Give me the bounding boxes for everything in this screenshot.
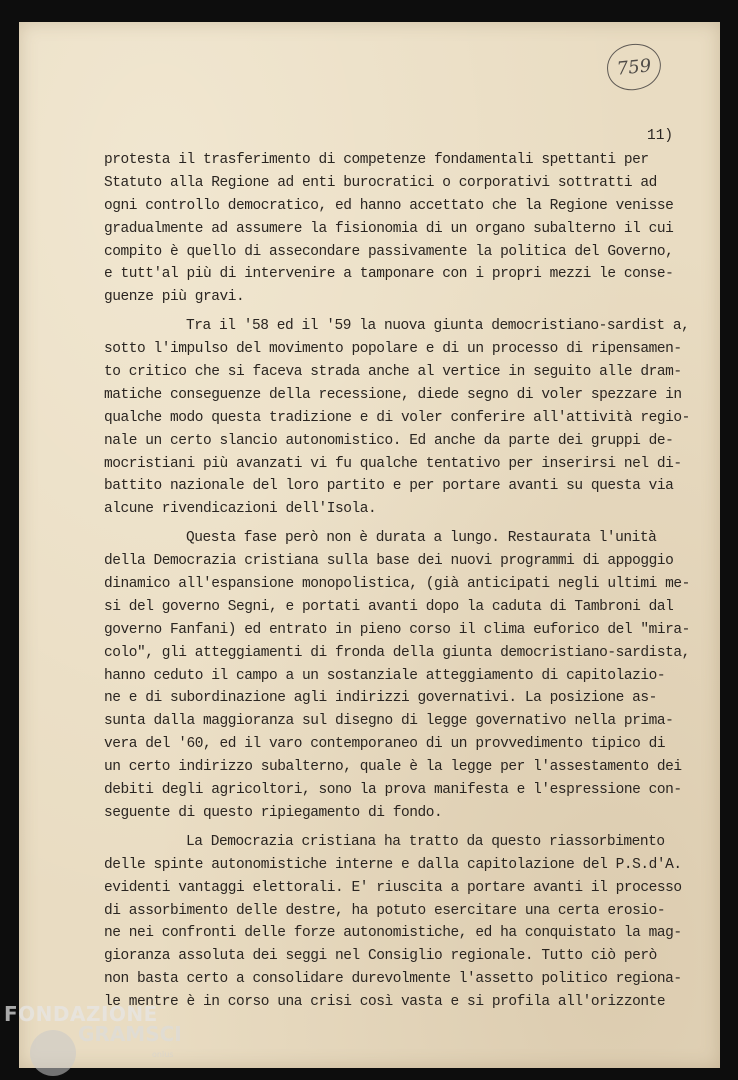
watermark-logo [2,1000,192,1080]
text-line: mocristiani più avanzati vi fu qualche tentativo per inserirsi nel di- [104,455,682,472]
text-line: guenze più gravi. [104,289,245,306]
paragraph-first-line: La Democrazia cristiana ha tratto da questo riassorbimento [186,833,665,850]
text-line: non basta certo a consolidare durevolmente l'assetto politico regiona- [104,971,682,988]
watermark-line-2: GRAMSCI [78,1022,182,1046]
text-line: ne nei confronti delle forze autonomistiche, ed ha conquistato la mag- [104,925,682,942]
text-line: ne e di subordinazione agli indirizzi governativi. La posizione as- [104,690,657,707]
text-line: battito nazionale del loro partito e per portare avanti su questa via [104,478,674,495]
text-line: sunta dalla maggioranza sul disegno di legge governativo nella prima- [104,713,674,730]
text-line: di assorbimento delle destre, ha potuto esercitare una certa erosio- [104,902,666,919]
page-number: 11) [647,128,674,144]
watermark-emblem [30,1030,76,1076]
text-line: dinamico all'espansione monopolistica, (già anticipati negli ultimi me- [104,576,690,593]
text-line: un certo indirizzo subalterno, quale è la legge per l'assestamento dei [104,759,682,776]
text-line: alcune rivendicazioni dell'Isola. [104,501,377,518]
text-line: evidenti vantaggi elettorali. E' riuscita a portare avanti il processo [104,879,682,896]
text-line: ogni controllo democratico, ed hanno accettato che la Regione venisse [104,197,674,214]
text-line: to critico che si faceva strada anche al vertice in seguito alle dram- [104,364,682,381]
text-line: Statuto alla Regione ad enti burocratici o corporativi sottratti ad [104,174,657,191]
text-line: della Democrazia cristiana sulla base dei nuovi programmi di appoggio [104,553,674,570]
text-line: matiche conseguenze della recessione, diede segno di voler spezzare in [104,386,682,403]
text-line: colo", gli atteggiamenti di fronda della giunta democristiano-sardista, [104,644,690,661]
paragraph-first-line: Tra il '58 ed il '59 la nuova giunta democristiano-sardist a, [186,318,690,335]
document-body [104,149,704,1014]
text-line: protesta il trasferimento di competenze fondamentali spettanti per [104,152,649,168]
watermark-sub: onlus [152,1050,174,1059]
text-line: nale un certo slancio autonomistico. Ed anche da parte dei gruppi de- [104,432,674,449]
text-line: compito è quello di assecondare passivamente la politica del Governo, [104,243,674,260]
text-line: e tutt'al più di intervenire a tamponare con i propri mezzi le conse- [104,266,674,283]
text-line: vera del '60, ed il varo contemporaneo di un provvedimento tipico di [104,736,666,753]
text-line: seguente di questo ripiegamento di fondo. [104,804,443,821]
archive-number: 759 [615,54,653,80]
watermark-line-1: FONDAZIONE [4,1002,158,1026]
text-line: sotto l'impulso del movimento popolare e di un processo di ripensamen- [104,341,682,358]
text-line: debiti degli agricoltori, sono la prova manifesta e l'espressione con- [104,782,682,799]
paragraph-first-line: Questa fase però non è durata a lungo. Restaurata l'unità [186,530,657,547]
text-line: governo Fanfani) ed entrato in pieno corso il clima euforico del "mira- [104,621,690,638]
text-line: qualche modo questa tradizione e di voler conferire all'attività regio- [104,409,690,426]
text-line: delle spinte autonomistiche interne e dalla capitolazione del P.S.d'A. [104,856,682,873]
text-line: gradualmente ad assumere la fisionomia di un organo subalterno il cui [104,220,674,237]
text-line: gioranza assoluta dei seggi nel Consiglio regionale. Tutto ciò però [104,948,657,965]
text-line: hanno ceduto il campo a un sostanziale atteggiamento di capitolazio- [104,667,666,684]
text-line: le mentre è in corso una crisi così vasta e si profila all'orizzonte [104,994,666,1011]
text-line: si del governo Segni, e portati avanti dopo la caduta di Tambroni dal [104,598,674,615]
